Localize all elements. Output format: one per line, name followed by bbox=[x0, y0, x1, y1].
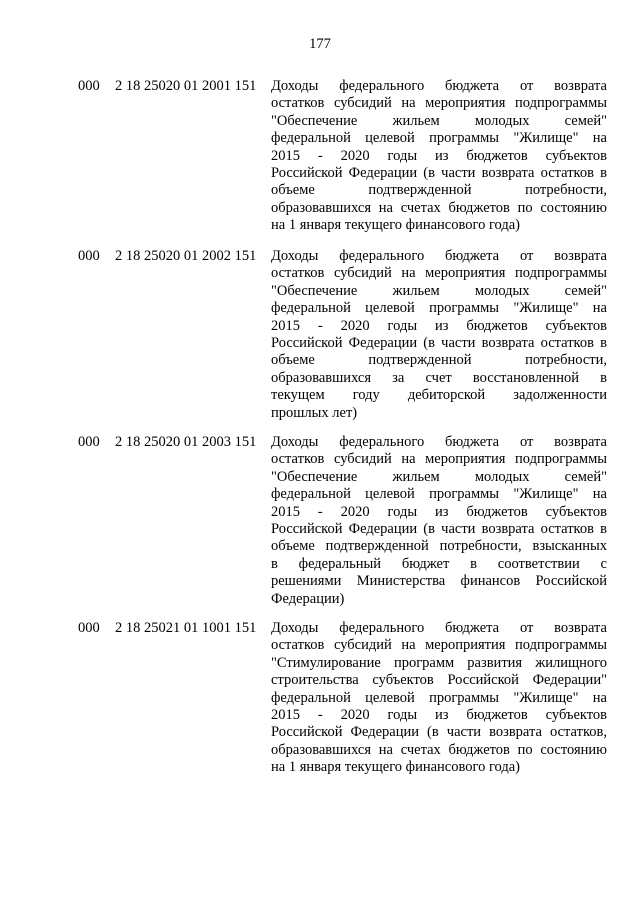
description-line: 2015 - 2020 годы из бюджетов субъектов bbox=[271, 317, 607, 334]
description-line: на 1 января текущего финансового года) bbox=[271, 217, 520, 234]
revenue-description bbox=[271, 434, 607, 608]
description-line: строительства субъектов Российской Федерации" bbox=[271, 672, 607, 689]
admin-code: 000 bbox=[78, 78, 100, 94]
budget-classification-code: 2 18 25020 01 2002 151 bbox=[115, 248, 257, 264]
description-line: "Стимулирование программ развития жилищного bbox=[271, 654, 607, 671]
description-line: образовавшихся за счет восстановленной в bbox=[271, 369, 607, 386]
description-line: решениями Министерства финансов Российской bbox=[271, 573, 607, 590]
description-line: на 1 января текущего финансового года) bbox=[271, 759, 520, 776]
budget-classification-code: 2 18 25021 01 1001 151 bbox=[115, 620, 257, 636]
description-line: Доходы федерального бюджета от возврата bbox=[271, 434, 607, 450]
description-line: объеме подтвержденной потребности, взысканных bbox=[271, 538, 607, 555]
revenue-description bbox=[271, 620, 607, 777]
description-line: Доходы федерального бюджета от возврата bbox=[271, 248, 607, 264]
description-line: остатков субсидий на мероприятия подпрограммы bbox=[271, 95, 607, 112]
description-line: образовавшихся на счетах бюджетов по состоянию bbox=[271, 199, 607, 216]
description-line: текущем году дебиторской задолженности bbox=[271, 387, 607, 404]
description-line: остатков субсидий на мероприятия подпрограммы bbox=[271, 451, 607, 468]
description-line: "Обеспечение жильем молодых семей" bbox=[271, 112, 607, 129]
description-line: 2015 - 2020 годы из бюджетов субъектов bbox=[271, 147, 607, 164]
description-line: федеральной целевой программы "Жилище" на bbox=[271, 130, 607, 147]
description-line: Доходы федерального бюджета от возврата bbox=[271, 620, 607, 636]
description-line: Федерации) bbox=[271, 590, 345, 607]
description-line: прошлых лет) bbox=[271, 404, 358, 421]
description-line: Российской Федерации (в части возврата остатков, bbox=[271, 724, 607, 741]
description-line: 2015 - 2020 годы из бюджетов субъектов bbox=[271, 503, 607, 520]
budget-classification-code: 2 18 25020 01 2003 151 bbox=[115, 434, 257, 450]
description-line: федеральной целевой программы "Жилище" на bbox=[271, 689, 607, 706]
description-line: остатков субсидий на мероприятия подпрограммы bbox=[271, 637, 607, 654]
budget-classification-code: 2 18 25020 01 2001 151 bbox=[115, 78, 257, 94]
description-line: Российской Федерации (в части возврата остатков в bbox=[271, 164, 607, 181]
revenue-description bbox=[271, 248, 607, 422]
description-line: федеральной целевой программы "Жилище" на bbox=[271, 300, 607, 317]
description-line: в федеральный бюджет в соответствии с bbox=[271, 555, 607, 572]
description-line: Российской Федерации (в части возврата остатков в bbox=[271, 520, 607, 537]
description-line: объеме подтвержденной потребности, bbox=[271, 182, 607, 199]
description-line: "Обеспечение жильем молодых семей" bbox=[271, 282, 607, 299]
description-line: Российской Федерации (в части возврата остатков в bbox=[271, 334, 607, 351]
description-line: образовавшихся на счетах бюджетов по состоянию bbox=[271, 741, 607, 758]
page-number: 177 bbox=[309, 36, 331, 52]
revenue-description bbox=[271, 78, 607, 235]
description-line: 2015 - 2020 годы из бюджетов субъектов bbox=[271, 706, 607, 723]
admin-code: 000 bbox=[78, 620, 100, 636]
description-line: остатков субсидий на мероприятия подпрограммы bbox=[271, 265, 607, 282]
description-line: федеральной целевой программы "Жилище" на bbox=[271, 486, 607, 503]
admin-code: 000 bbox=[78, 434, 100, 450]
description-line: объеме подтвержденной потребности, bbox=[271, 352, 607, 369]
admin-code: 000 bbox=[78, 248, 100, 264]
description-line: Доходы федерального бюджета от возврата bbox=[271, 78, 607, 94]
description-line: "Обеспечение жильем молодых семей" bbox=[271, 468, 607, 485]
